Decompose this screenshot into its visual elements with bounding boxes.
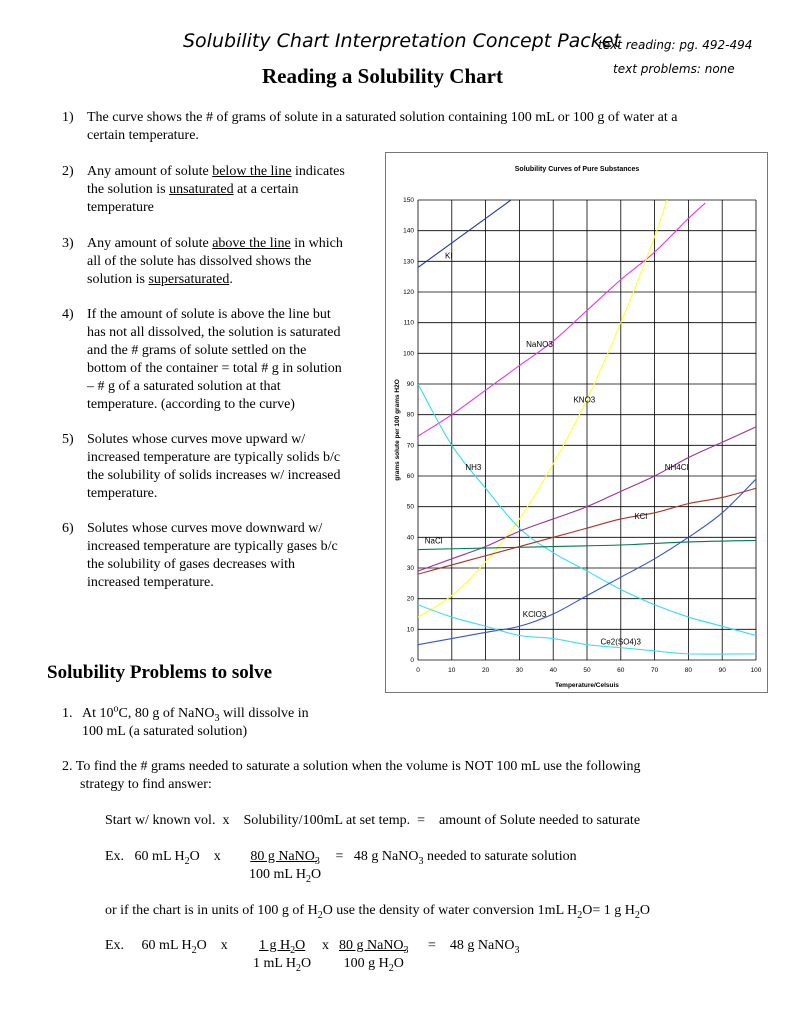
x-tick-label: 90: [718, 667, 726, 674]
y-tick-label: 70: [406, 442, 414, 450]
fraction-denominator: 1 mL $H_2O$: [253, 956, 312, 974]
list-item-5: [62, 431, 382, 505]
item-text-line: temperature.: [87, 486, 158, 501]
example-1-fraction: [249, 848, 321, 884]
item-text-line: Solutes whose curves move downward w/: [87, 521, 323, 536]
series-line-kno3: [418, 185, 672, 620]
x-tick-label: 80: [684, 667, 693, 674]
example-1-lead: Ex. 60 mL $H_2O$ x: [105, 849, 221, 867]
x-tick-label: 70: [650, 667, 659, 674]
example-2-fraction-1: [253, 937, 311, 973]
example-2-fraction-2: [339, 937, 409, 973]
problem-1: [62, 705, 562, 745]
x-axis-label: Temperature/Celsuis: [555, 682, 619, 689]
y-tick-label: 100: [403, 350, 414, 358]
item-number: 1): [62, 110, 74, 125]
x-tick-label: 60: [617, 667, 625, 674]
series-label-nano3: NaNO3: [526, 340, 553, 350]
y-tick-label: 80: [406, 411, 414, 419]
item-text-line: Solutes whose curves move upward w/: [87, 432, 306, 447]
y-tick-label: 90: [406, 381, 414, 388]
problem-text-line: 2. To find the # grams needed to saturate a solution when the volume is NOT 100 mL use the following: [62, 759, 641, 774]
x-tick-label: 20: [481, 667, 490, 674]
y-tick-label: 10: [406, 626, 414, 634]
example-2-lead: Ex. 60 mL $H_2O$ x: [105, 938, 228, 956]
series-label-kcl: KCl: [634, 511, 648, 521]
item-number: 6): [62, 521, 74, 536]
y-tick-label: 50: [406, 503, 414, 511]
y-tick-label: 120: [403, 289, 414, 296]
problem-text-line: strategy to find answer:: [80, 777, 212, 792]
item-number: 2): [62, 164, 74, 179]
y-tick-label: 110: [403, 319, 414, 327]
density-note: or if the chart is in units of 100 g of $H_2O$ use the density of water conversion 1mL $H_2O= 1$ g $H_2O$: [105, 903, 650, 921]
y-tick-label: 20: [406, 595, 414, 603]
text-reading-note: text reading: pg. 492-494: [598, 38, 753, 52]
chart-title: Solubility Curves of Pure Substances: [514, 166, 640, 173]
item-text-line: all of the solute has dissolved shows the: [87, 254, 312, 269]
item-text-line: – # g of a saturated solution at that: [87, 379, 281, 394]
fraction-denominator: 100 mL $H_2O$: [249, 867, 322, 885]
series-line-nano3: [418, 203, 705, 436]
item-number: 3): [62, 236, 74, 251]
problem-number: 1.: [62, 706, 73, 721]
item-text-line: temperature: [87, 200, 154, 215]
item-text-line: Any amount of solute above the line in which: [87, 236, 343, 251]
solubility-chart-frame: [385, 152, 768, 693]
series-label-kno3: KNO3: [573, 395, 596, 405]
x-tick-label: 10: [448, 667, 456, 674]
fraction-denominator: 100 g $H_2O$: [343, 956, 404, 974]
series-label-kclo3: KClO3: [522, 610, 547, 620]
item-text-line: increased temperature are typically gases b/c: [87, 539, 338, 554]
strategy-formula: Start w/ known vol. x Solubility/100mL at set temp. = amount of Solute needed to saturate: [105, 813, 641, 828]
y-tick-label: 130: [403, 258, 414, 266]
fraction-numerator: 80 g NaNO$_3$: [250, 849, 320, 867]
list-item-2: [62, 163, 382, 219]
item-text-line: the solution is unsaturated at a certain: [87, 182, 299, 197]
example-2-result: = 48 g NaNO$_3$: [428, 938, 520, 956]
item-text-line: temperature. (according to the curve): [87, 397, 295, 412]
x-tick-label: 0: [416, 667, 420, 674]
x-tick-label: 30: [515, 667, 524, 674]
item-text-line: Any amount of solute below the line indicates: [87, 164, 345, 179]
item-number: 5): [62, 432, 74, 447]
item-text-line: increased temperature are typically solids b/c: [87, 450, 341, 465]
item-text-line: the solubility of solids increases w/ increased: [87, 468, 341, 483]
item-text-line: If the amount of solute is above the line but: [87, 307, 331, 322]
item-text-line: increased temperature.: [87, 575, 214, 590]
problem-text-line: At 10$^o$C, 80 g of NaNO$_3$ will dissolve in: [82, 703, 309, 724]
packet-title: Solubility Chart Interpretation Concept Packet: [183, 30, 621, 52]
list-item-4: [62, 306, 382, 416]
y-tick-label: 30: [406, 565, 414, 572]
series-label-nacl: NaCl: [424, 536, 443, 546]
list-item-1: [62, 109, 762, 149]
solubility-chart: [386, 153, 767, 692]
series-label-nh4cl: NH4Cl: [664, 462, 689, 472]
page-subtitle: Reading a Solubility Chart: [262, 64, 503, 88]
item-text-line: certain temperature.: [87, 128, 199, 143]
series-label-ki: KI: [445, 251, 453, 261]
problem-text-line: 100 mL (a saturated solution): [82, 724, 248, 739]
problem-2: [62, 758, 772, 798]
x-tick-label: 50: [583, 667, 591, 674]
problems-heading: Solubility Problems to solve: [47, 662, 273, 683]
series-label-nh3: NH3: [465, 462, 482, 472]
y-tick-label: 0: [410, 657, 414, 664]
y-tick-label: 150: [403, 197, 414, 204]
series-label-ce2-so4-3: Ce2(SO4)3: [600, 637, 641, 647]
item-text-line: and the # grams of solute settled on the: [87, 343, 307, 358]
multiply-sign: x: [322, 938, 329, 953]
item-text-line: solution is supersaturated.: [87, 272, 233, 287]
item-text-line: The curve shows the # of grams of solute in a saturated solution containing 100 mL or 100 g of water at a: [87, 110, 678, 125]
x-tick-label: 100: [750, 667, 762, 674]
list-item-3: [62, 235, 382, 291]
fraction-numerator: 1 g $H_2O$: [258, 938, 306, 956]
item-text-line: has not all dissolved, the solution is saturated: [87, 325, 341, 340]
y-tick-label: 60: [406, 473, 414, 480]
text-problems-note: text problems: none: [613, 62, 735, 76]
y-tick-label: 140: [403, 227, 414, 235]
fraction-numerator: 80 g NaNO$_3$: [339, 938, 409, 956]
x-tick-label: 40: [549, 667, 557, 674]
item-text-line: bottom of the container = total # g in solution: [87, 361, 342, 376]
example-1-result: = 48 g NaNO$_3$ needed to saturate solution: [332, 849, 577, 867]
y-tick-label: 40: [406, 534, 414, 542]
y-axis-label: grams solute per 100 grams H2O: [394, 379, 401, 481]
item-number: 4): [62, 307, 74, 322]
list-item-6: [62, 520, 382, 594]
item-text-line: the solubility of gases decreases with: [87, 557, 296, 572]
